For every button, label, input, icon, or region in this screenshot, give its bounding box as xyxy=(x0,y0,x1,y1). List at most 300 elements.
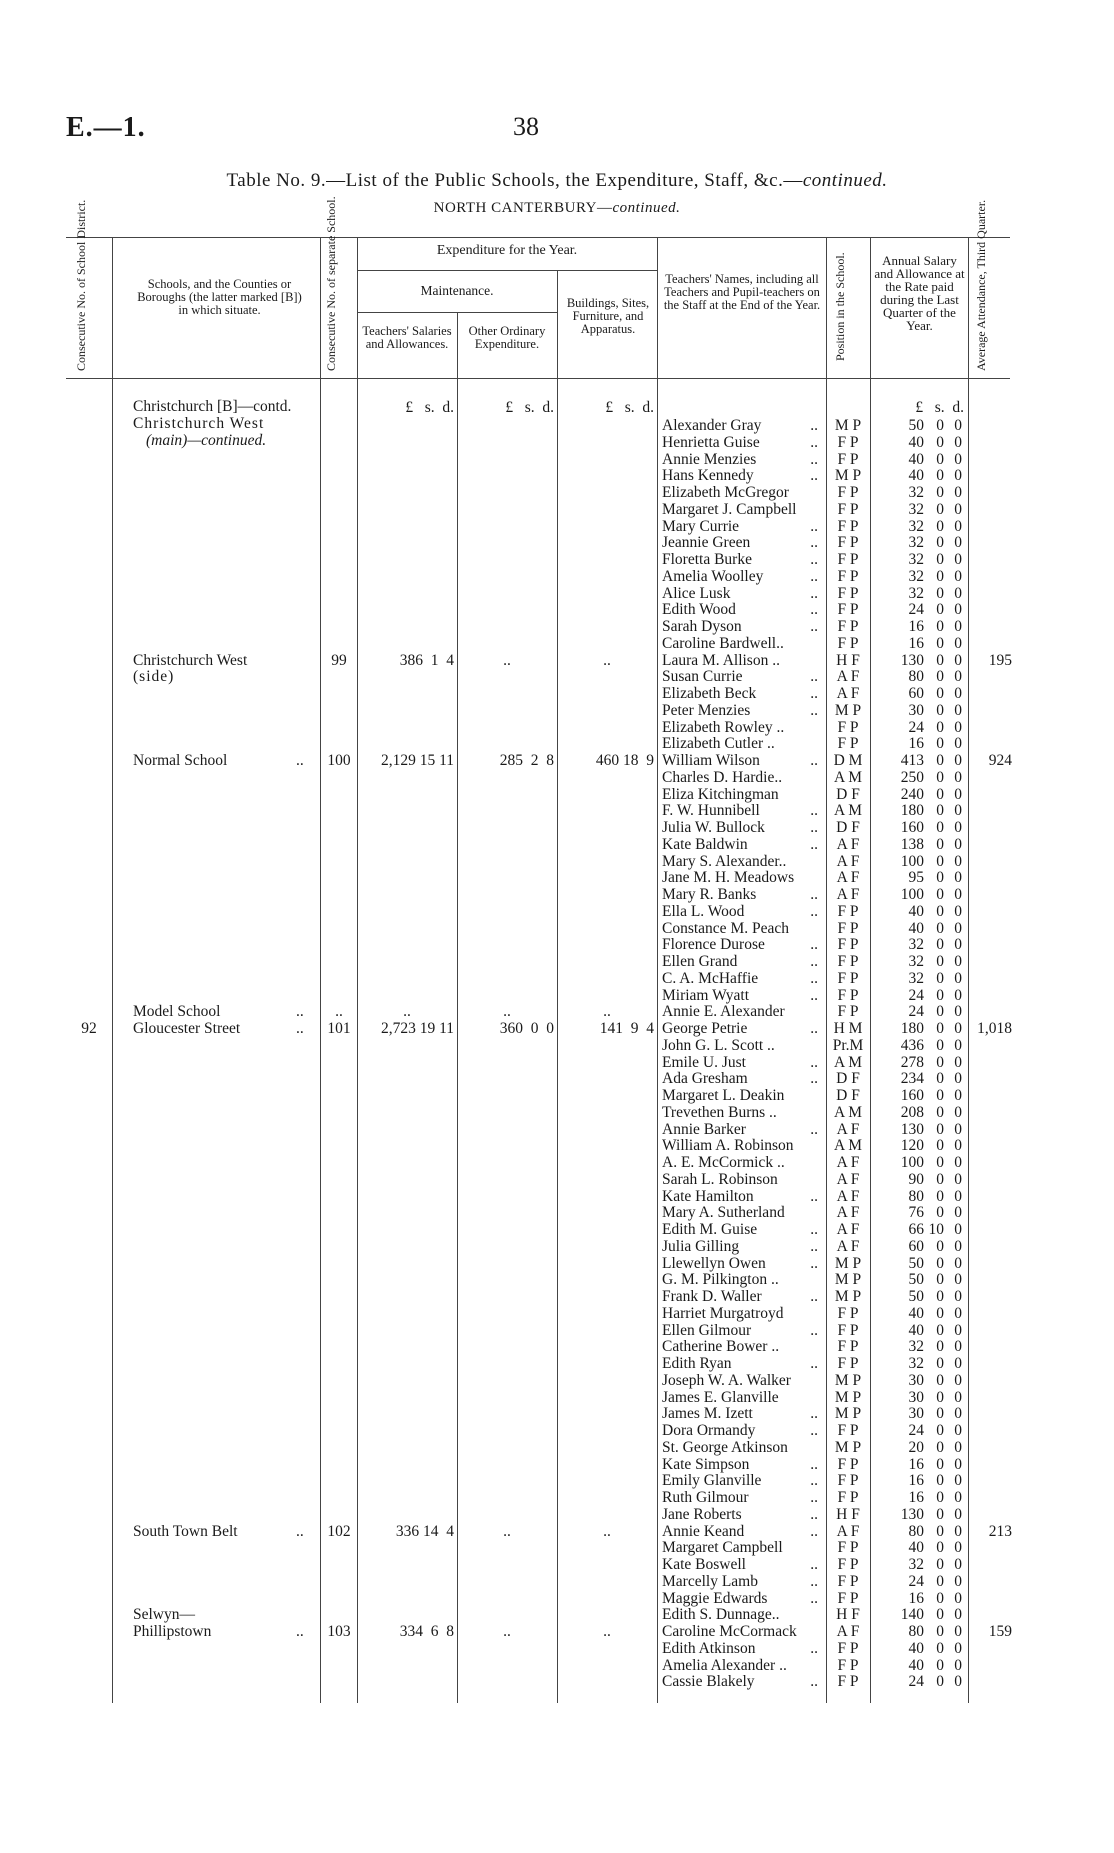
salary-pounds: 16 xyxy=(908,1489,924,1506)
teacher-position: F P xyxy=(837,433,859,451)
teacher-name-text: Frank D. Waller xyxy=(662,1289,762,1305)
teacher-name-text: Floretta Burke xyxy=(662,552,752,568)
leader-dots: .. xyxy=(810,1188,818,1205)
teacher-name xyxy=(662,653,822,670)
salary-shillings: 0 xyxy=(936,467,944,485)
school-name: Phillipstown xyxy=(133,1623,212,1640)
rule-header-bottom xyxy=(66,378,1010,379)
teacher-name xyxy=(662,485,822,502)
teacher-name-text: Jane M. H. Meadows xyxy=(662,870,795,887)
teacher-name xyxy=(662,1155,822,1172)
teacher-position: F P xyxy=(837,484,859,501)
teacher-position: F P xyxy=(837,1673,859,1691)
leader-dots: .. xyxy=(810,937,818,954)
salary-pence: 0 xyxy=(954,1371,962,1389)
teacher-salary xyxy=(886,803,962,820)
teacher-position: F P xyxy=(837,1656,859,1674)
salary-pounds: 100 xyxy=(900,852,924,870)
teacher-name-text: Mary A. Sutherland xyxy=(662,1205,785,1222)
teacher-name-text: William Wilson xyxy=(662,753,760,769)
teacher-name-text: Elizabeth McGregor xyxy=(662,485,789,501)
leader-dots: .. xyxy=(810,702,818,719)
teacher-salary xyxy=(886,954,962,971)
salary-shillings: 0 xyxy=(936,534,944,552)
teacher-name xyxy=(662,569,822,586)
table-title-main: Table No. 9.—List of the Public Schools, the Expenditure, Staff, &c.— xyxy=(226,170,803,191)
teacher-name xyxy=(662,703,822,720)
teacher-name xyxy=(662,1624,822,1641)
salary-shillings: 0 xyxy=(936,1120,944,1138)
col-divider-5 xyxy=(557,270,558,1703)
teacher-name xyxy=(662,988,822,1005)
school-name-line3: (main)—continued. xyxy=(146,431,267,449)
salary-pounds: 40 xyxy=(908,1321,924,1339)
teacher-name-text: Kate Hamilton xyxy=(662,1188,754,1205)
salary-shillings: 0 xyxy=(936,902,944,920)
salary-pounds: 140 xyxy=(900,1606,924,1624)
salaries-amount: 336 14 4 xyxy=(395,1522,454,1540)
teacher-name xyxy=(662,435,822,452)
teacher-name-text: Annie Barker xyxy=(662,1121,746,1138)
salary-pence: 0 xyxy=(954,1673,962,1691)
teacher-salary xyxy=(886,1540,962,1557)
leader-dots: .. xyxy=(810,468,818,485)
salary-pounds: 40 xyxy=(908,450,924,468)
salary-pence: 0 xyxy=(954,634,962,652)
unit-shilling: s. xyxy=(524,399,535,416)
unit-shilling: s. xyxy=(624,399,635,416)
header-position: Position in the School. xyxy=(833,252,847,361)
unit-shilling: s. xyxy=(424,399,435,416)
teacher-name-text: Elizabeth Rowley .. xyxy=(662,719,785,736)
leader-dots: .. xyxy=(810,602,818,619)
teacher-position: M P xyxy=(834,1371,862,1389)
teacher-name-text: Ruth Gilmour xyxy=(662,1490,749,1506)
teacher-position: M P xyxy=(834,417,862,434)
salary-pounds: 76 xyxy=(908,1204,924,1222)
salary-pence: 0 xyxy=(954,718,962,736)
salary-pence: 0 xyxy=(954,1103,962,1121)
teacher-position: F P xyxy=(837,567,859,585)
teacher-salary xyxy=(886,1658,962,1675)
leader-dots: .. xyxy=(810,1473,818,1490)
teacher-position: F P xyxy=(837,1572,859,1590)
teacher-name-text: Kate Baldwin xyxy=(662,836,748,853)
header-salaries: Teachers' Salaries and Allowances. xyxy=(362,324,452,351)
salary-pounds: 24 xyxy=(908,1003,924,1021)
leader-dots: .. xyxy=(810,1640,818,1657)
teacher-salary xyxy=(886,1021,962,1038)
salary-pounds: 250 xyxy=(900,768,924,786)
salary-pounds: 180 xyxy=(900,1020,924,1037)
school-number: 102 xyxy=(327,1522,351,1540)
teacher-name-text: Caroline McCormack xyxy=(662,1624,797,1640)
teacher-name-text: Amelia Woolley xyxy=(662,568,764,585)
salary-pence: 0 xyxy=(954,902,962,920)
teacher-name xyxy=(662,820,822,837)
teacher-name xyxy=(662,1557,822,1574)
average-attendance: 924 xyxy=(988,752,1012,769)
teacher-salary xyxy=(886,921,962,938)
teacher-salary xyxy=(886,770,962,787)
salary-pence: 0 xyxy=(954,1539,962,1557)
salary-shillings: 0 xyxy=(936,852,944,870)
teacher-name-text: St. George Atkinson xyxy=(662,1439,788,1456)
leader-dots: .. xyxy=(810,1506,818,1523)
header-salary: Annual Salary and Allowance at the Rate paid during the Last Quarter of the Year. xyxy=(874,253,965,333)
leader-dots: .. xyxy=(296,752,304,769)
leader-dots: .. xyxy=(810,1590,818,1607)
teacher-salary xyxy=(886,468,962,485)
teacher-salary xyxy=(886,971,962,988)
leader-dots: .. xyxy=(810,1121,818,1138)
teacher-salary xyxy=(886,854,962,871)
region-subtitle xyxy=(0,200,1114,217)
salary-pounds: 130 xyxy=(900,1120,924,1138)
leader-dots: .. xyxy=(810,1456,818,1473)
salary-pounds: 32 xyxy=(908,936,924,954)
salary-pence: 0 xyxy=(954,1338,962,1356)
leader-dots: .. xyxy=(810,1054,818,1071)
salary-pence: 0 xyxy=(954,1003,962,1021)
teacher-position: D F xyxy=(836,1070,860,1088)
teacher-position: F P xyxy=(837,551,859,568)
salary-shillings: 0 xyxy=(936,1656,944,1674)
leader-dots: .. xyxy=(810,1406,818,1423)
teacher-name-text: John G. L. Scott .. xyxy=(662,1037,775,1054)
buildings-amount: .. xyxy=(603,1623,611,1640)
teacher-name-text: Catherine Bower .. xyxy=(662,1339,780,1356)
teacher-salary xyxy=(886,1490,962,1507)
teacher-salary xyxy=(886,1457,962,1474)
salary-pounds: 436 xyxy=(900,1036,924,1054)
salary-pence: 0 xyxy=(954,1489,962,1506)
page-reference: E.—1. xyxy=(66,112,146,143)
leader-dots: .. xyxy=(810,1322,818,1339)
salary-pence: 0 xyxy=(954,1087,962,1104)
teacher-name xyxy=(662,669,822,686)
salary-pence: 0 xyxy=(954,1639,962,1657)
teacher-position: F P xyxy=(837,1472,859,1490)
leader-dots: .. xyxy=(810,1071,818,1088)
teacher-name xyxy=(662,602,822,619)
salary-pence: 0 xyxy=(954,1355,962,1372)
salary-shillings: 0 xyxy=(936,1405,944,1423)
school-number: 100 xyxy=(327,752,351,769)
salary-pence: 0 xyxy=(954,919,962,937)
salary-shillings: 0 xyxy=(936,986,944,1004)
teacher-position: M P xyxy=(834,1288,862,1305)
salary-pence: 0 xyxy=(954,1288,962,1305)
header-other: Other Ordinary Expenditure. xyxy=(468,324,546,351)
school-name: Christchurch West xyxy=(133,651,248,669)
table-title xyxy=(0,170,1114,192)
salary-shillings: 0 xyxy=(936,1103,944,1121)
table-title-continued: continued. xyxy=(802,170,888,191)
teacher-position: A F xyxy=(836,685,860,702)
header-schools: Schools, and the Counties or Boroughs (the latter marked [B]) in which situate. xyxy=(137,277,302,317)
teacher-name xyxy=(662,1222,822,1239)
teacher-salary xyxy=(886,669,962,686)
teacher-name-text: Edith S. Dunnage.. xyxy=(662,1607,780,1624)
salary-pounds: 32 xyxy=(908,484,924,501)
teacher-position: D M xyxy=(833,752,863,769)
salary-shillings: 10 xyxy=(928,1221,944,1238)
teacher-name-text: Henrietta Guise xyxy=(662,434,760,451)
salary-pounds: 32 xyxy=(908,517,924,535)
teacher-name xyxy=(662,502,822,519)
teacher-name xyxy=(662,1323,822,1340)
teacher-name-text: Margaret J. Campbell xyxy=(662,501,797,518)
salary-shillings: 0 xyxy=(936,1170,944,1188)
teacher-position: F P xyxy=(837,919,859,937)
region-subtitle-continued: continued. xyxy=(612,200,681,216)
salary-pence: 0 xyxy=(954,534,962,552)
salary-shillings: 0 xyxy=(936,1036,944,1054)
salary-pence: 0 xyxy=(954,1237,962,1255)
teacher-position: H F xyxy=(836,1505,860,1523)
teacher-position: A M xyxy=(834,1103,862,1121)
teacher-name-text: Maggie Edwards xyxy=(662,1590,768,1607)
salary-shillings: 0 xyxy=(936,919,944,937)
col-divider-3 xyxy=(357,237,358,1703)
salary-pence: 0 xyxy=(954,1455,962,1473)
salary-pounds: 30 xyxy=(908,1371,924,1389)
teacher-name xyxy=(662,1256,822,1273)
teacher-name xyxy=(662,636,822,653)
salaries-amount: 2,129 15 11 xyxy=(380,752,454,769)
unit-pound: £ xyxy=(605,399,614,416)
salary-pence: 0 xyxy=(954,1656,962,1674)
buildings-amount: .. xyxy=(603,651,611,669)
col-divider-1 xyxy=(112,237,113,1703)
teacher-name-text: Ellen Grand xyxy=(662,954,738,970)
teacher-name-text: Edith Wood xyxy=(662,602,736,619)
units-buildings xyxy=(564,400,654,417)
salary-pence: 0 xyxy=(954,467,962,485)
school-number: 103 xyxy=(327,1623,351,1640)
leader-dots: .. xyxy=(810,1289,818,1305)
salary-pounds: 95 xyxy=(908,869,924,887)
salary-pence: 0 xyxy=(954,1036,962,1054)
teacher-salary xyxy=(886,1138,962,1155)
salary-pounds: 100 xyxy=(900,1154,924,1171)
unit-pence: d. xyxy=(952,399,964,416)
salary-shillings: 0 xyxy=(936,1154,944,1171)
salary-pence: 0 xyxy=(954,584,962,602)
teacher-name xyxy=(662,1490,822,1507)
teacher-salary xyxy=(886,1323,962,1340)
salary-shillings: 0 xyxy=(936,1371,944,1389)
teacher-name xyxy=(662,1390,822,1407)
salary-shillings: 0 xyxy=(936,484,944,501)
salary-shillings: 0 xyxy=(936,601,944,619)
teacher-position: Pr.M xyxy=(832,1036,864,1054)
salary-shillings: 0 xyxy=(936,969,944,987)
unit-shilling: s. xyxy=(934,399,945,416)
salary-pounds: 32 xyxy=(908,1556,924,1573)
region-subtitle-text: NORTH CANTERBURY— xyxy=(433,200,613,216)
salary-pounds: 80 xyxy=(908,1623,924,1640)
teacher-name-text: Julia W. Bullock xyxy=(662,820,765,836)
teacher-position: F P xyxy=(837,953,859,970)
teacher-salary xyxy=(886,937,962,954)
salary-pence: 0 xyxy=(954,1505,962,1523)
school-name: Gloucester Street xyxy=(133,1020,241,1037)
teacher-position: A F xyxy=(836,1187,860,1205)
salary-shillings: 0 xyxy=(936,1003,944,1021)
salary-pounds: 40 xyxy=(908,1304,924,1322)
salary-pence: 0 xyxy=(954,1070,962,1088)
teacher-name-text: Elizabeth Beck xyxy=(662,686,757,702)
teacher-name xyxy=(662,1339,822,1356)
teacher-position: F P xyxy=(837,718,859,736)
leader-dots: .. xyxy=(810,1674,818,1691)
teacher-position: M P xyxy=(834,1438,862,1456)
teacher-salary xyxy=(886,1423,962,1440)
teacher-salary xyxy=(886,1289,962,1306)
teacher-name-text: Annie E. Alexander xyxy=(662,1004,785,1021)
teacher-salary xyxy=(886,519,962,536)
salary-pounds: 32 xyxy=(908,969,924,987)
teacher-salary xyxy=(886,418,962,435)
teacher-position: A M xyxy=(834,1137,862,1155)
teacher-name-text: Kate Boswell xyxy=(662,1557,746,1573)
rule-top xyxy=(66,237,1010,238)
leader-dots: .. xyxy=(810,619,818,635)
other-expenditure-amount: .. xyxy=(503,1003,511,1021)
teacher-name-text: Sarah L. Robinson xyxy=(662,1171,778,1188)
school-name xyxy=(133,399,291,416)
salary-pounds: 16 xyxy=(908,735,924,753)
leader-dots: .. xyxy=(810,803,818,820)
leader-dots: .. xyxy=(810,1557,818,1573)
salary-shillings: 0 xyxy=(936,701,944,719)
salary-pence: 0 xyxy=(954,500,962,518)
teacher-salary xyxy=(886,1591,962,1608)
teacher-name-text: Mary S. Alexander.. xyxy=(662,853,787,870)
teacher-position: A F xyxy=(836,1522,860,1540)
teacher-position: A F xyxy=(836,886,860,903)
teacher-salary xyxy=(886,1071,962,1088)
teacher-position: A M xyxy=(834,768,862,786)
salary-pence: 0 xyxy=(954,1556,962,1573)
teacher-name xyxy=(662,921,822,938)
salary-pence: 0 xyxy=(954,969,962,987)
teacher-name-text: Annie Menzies xyxy=(662,451,757,468)
page-number: 38 xyxy=(513,112,539,141)
leader-dots: .. xyxy=(810,585,818,602)
teacher-name xyxy=(662,736,822,753)
teacher-position: F P xyxy=(837,584,859,602)
teacher-salary xyxy=(886,1004,962,1021)
salary-pounds: 208 xyxy=(900,1103,924,1121)
salary-pence: 0 xyxy=(954,450,962,468)
leader-dots: .. xyxy=(810,987,818,1004)
teacher-position: H F xyxy=(836,651,860,669)
teacher-salary xyxy=(886,435,962,452)
teacher-position: F P xyxy=(837,534,859,552)
unit-pence: d. xyxy=(542,399,554,416)
teacher-salary xyxy=(886,753,962,770)
teacher-name-text: Trevethen Burns .. xyxy=(662,1104,777,1121)
teacher-name-text: Cassie Blakely xyxy=(662,1674,755,1691)
units-salary xyxy=(880,400,964,417)
salary-shillings: 0 xyxy=(936,886,944,903)
teacher-name xyxy=(662,1038,822,1055)
teacher-position: A F xyxy=(836,869,860,887)
teacher-name xyxy=(662,1373,822,1390)
leader-dots: .. xyxy=(810,887,818,903)
salary-pounds: 50 xyxy=(908,1271,924,1289)
teacher-name-text: Julia Gilling xyxy=(662,1238,740,1255)
teacher-name xyxy=(662,1205,822,1222)
teacher-name-text: Alexander Gray xyxy=(662,418,762,434)
salary-pounds: 24 xyxy=(908,1572,924,1590)
salary-shillings: 0 xyxy=(936,551,944,568)
teacher-salary xyxy=(886,1172,962,1189)
teacher-salary xyxy=(886,569,962,586)
leader-dots: .. xyxy=(810,552,818,568)
leader-dots: .. xyxy=(810,970,818,987)
unit-pound: £ xyxy=(915,399,924,416)
units-salaries xyxy=(364,400,454,417)
salary-pence: 0 xyxy=(954,835,962,853)
salary-shillings: 0 xyxy=(936,584,944,602)
teacher-salary xyxy=(886,1507,962,1524)
teacher-salary xyxy=(886,988,962,1005)
teacher-position: F P xyxy=(837,1589,859,1607)
salary-shillings: 0 xyxy=(936,735,944,753)
teacher-name-text: Margaret L. Deakin xyxy=(662,1088,785,1104)
salary-pounds: 66 xyxy=(908,1221,924,1238)
teacher-name xyxy=(662,753,822,770)
teacher-position: F P xyxy=(837,1321,859,1339)
school-name: Model School xyxy=(133,1003,221,1021)
salary-pence: 0 xyxy=(954,685,962,702)
teacher-position: F P xyxy=(837,450,859,468)
school-number: 99 xyxy=(331,651,347,669)
salary-pence: 0 xyxy=(954,1589,962,1607)
school-name: Normal School xyxy=(133,752,228,769)
teacher-position: F P xyxy=(837,601,859,619)
salary-shillings: 0 xyxy=(936,668,944,686)
teacher-name xyxy=(662,1088,822,1105)
teacher-name-text: William A. Robinson xyxy=(662,1138,794,1155)
teacher-position: D F xyxy=(836,819,860,836)
salary-pounds: 30 xyxy=(908,1405,924,1423)
salary-shillings: 0 xyxy=(936,1020,944,1037)
teacher-name xyxy=(662,519,822,536)
salary-pounds: 16 xyxy=(908,1472,924,1490)
salary-pence: 0 xyxy=(954,869,962,887)
teacher-name-text: Edith M. Guise xyxy=(662,1222,758,1238)
teacher-position: F P xyxy=(837,618,859,635)
salary-pence: 0 xyxy=(954,1321,962,1339)
teacher-name xyxy=(662,468,822,485)
teacher-position: F P xyxy=(837,1003,859,1021)
school-number: 101 xyxy=(327,1020,351,1037)
leader-dots: .. xyxy=(296,1522,304,1540)
teacher-name-text: Elizabeth Cutler .. xyxy=(662,736,775,753)
salary-pence: 0 xyxy=(954,1154,962,1171)
salary-pounds: 32 xyxy=(908,534,924,552)
salary-pence: 0 xyxy=(954,1170,962,1188)
salaries-amount: 334 6 8 xyxy=(399,1623,454,1640)
salary-pounds: 130 xyxy=(900,1505,924,1523)
teacher-salary xyxy=(886,887,962,904)
teacher-name xyxy=(662,1457,822,1474)
